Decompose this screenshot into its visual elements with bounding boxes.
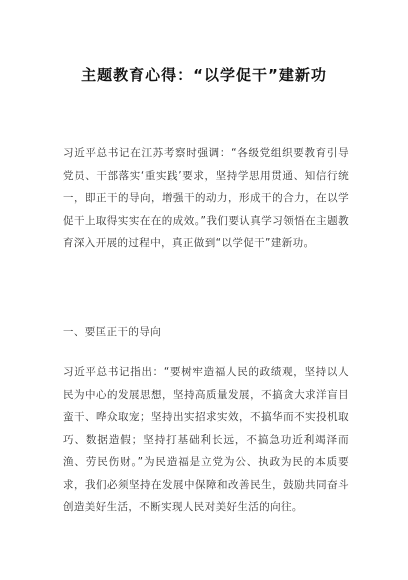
section-heading: 一、要匡正干的导向 bbox=[63, 326, 162, 338]
body-paragraph: 习近平总书记指出：“要树牢造福人民的政绩观，坚持以人民为中心的发展思想，坚持高质量发展，不搞贪大求洋盲目蛮干、哗众取宠；坚持出实招求实效，不搞华而不实投机取巧、数据造假；坚持打基础利长远，不搞急功近利竭泽而渔、劳民伤财。”为民造福是立党为公、执政为民的本质要求，我们必须坚持在发展中保障和改善民生，鼓励共同奋斗创造美好生活，不断实现人民对美好生活的向往。 bbox=[63, 366, 349, 513]
document-title: 主题教育心得：“以学促干”建新功 bbox=[81, 66, 327, 84]
intro-paragraph: 习近平总书记在江苏考察时强调：“各级党组织要教育引导党员、干部落实‘重实践’要求，坚持学思用贯通、知信行统一，即正干的导向，增强干的动力，形成干的合力，在以学促干上取得实实在在的成效。”我们要认真学习领悟在主题教育深入开展的过程中，真正做到“以学促干”建新功。 bbox=[63, 147, 349, 249]
